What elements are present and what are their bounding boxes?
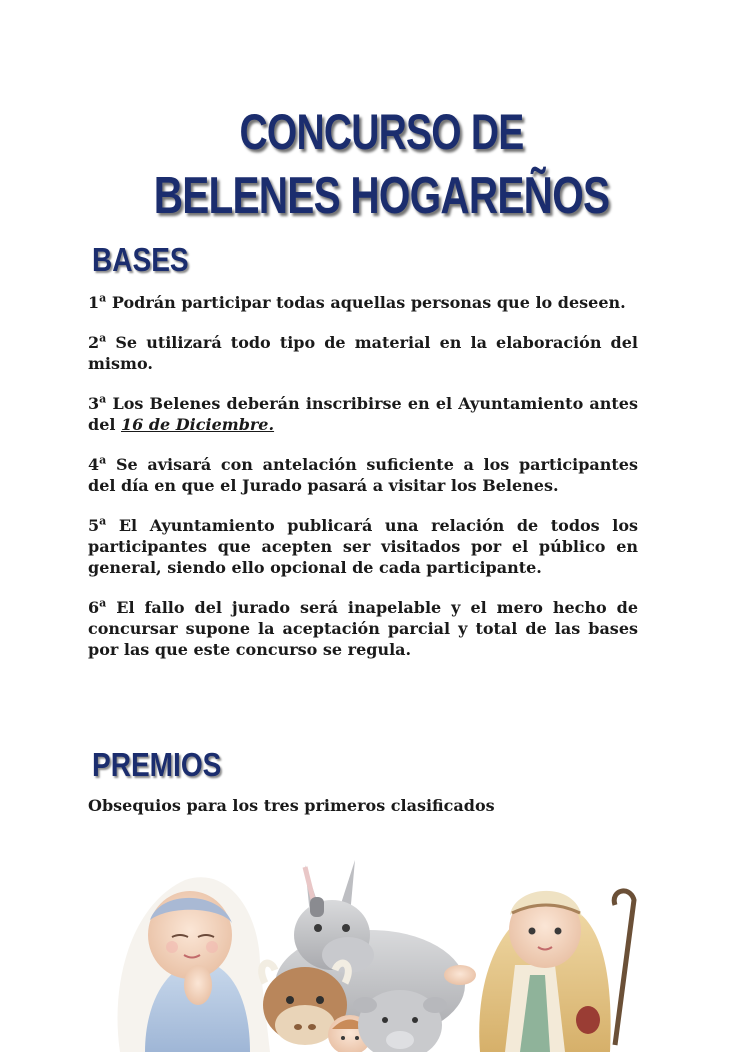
rule-1: [88, 292, 638, 313]
title-line-2: BELENES HOGAREÑOS: [153, 167, 610, 225]
rule-text: Se utilizará todo tipo de material en la elaboración del mismo.: [88, 333, 638, 373]
rule-text: El Ayuntamiento publicará una relación de todos los participantes que acepten ser visitados por el público en general, siendo ello opcional de cada participante.: [88, 516, 639, 577]
rule-text: Los Belenes deberán inscribirse en el Ayuntamiento antes del: [88, 394, 638, 434]
premios-heading: PREMIOS: [92, 746, 222, 783]
rule-number: 4$^a$: [88, 453, 107, 474]
prizes-text: Obsequios para los tres primeros clasificados: [88, 796, 495, 815]
rule-number: 6$^a$: [88, 596, 107, 617]
nativity-illustration: [110, 835, 650, 1052]
title-line-1: CONCURSO DE: [239, 104, 524, 160]
rule-number: 2$^a$: [88, 331, 107, 352]
rule-3: [88, 393, 638, 435]
rule-number: 3$^a$: [88, 392, 107, 413]
shepherd-figure: [444, 891, 634, 1052]
rule-text: Podrán participar todas aquellas personas que lo deseen.: [111, 293, 626, 312]
rule-5: [88, 515, 638, 578]
rule-text: El fallo del jurado será inapelable y el mero hecho de concursar supone la aceptación parcial y total de las bases por las que este concurso se regula.: [88, 598, 639, 659]
rules-list: [88, 292, 638, 679]
mary-figure: [118, 877, 270, 1052]
rule-6: [88, 597, 638, 660]
rule-number: 5$^a$: [88, 514, 107, 535]
deadline-date: 16 de Diciembre.: [121, 415, 275, 434]
rule-2: [88, 332, 638, 374]
bases-heading: BASES: [92, 241, 189, 278]
rule-number: 1$^a$: [88, 291, 107, 312]
rule-4: [88, 454, 638, 496]
sheep-figure: [353, 990, 447, 1052]
rule-text: Se avisará con antelación suficiente a los participantes del día en que el Jurado pasará a visitar los Belenes.: [88, 455, 638, 495]
